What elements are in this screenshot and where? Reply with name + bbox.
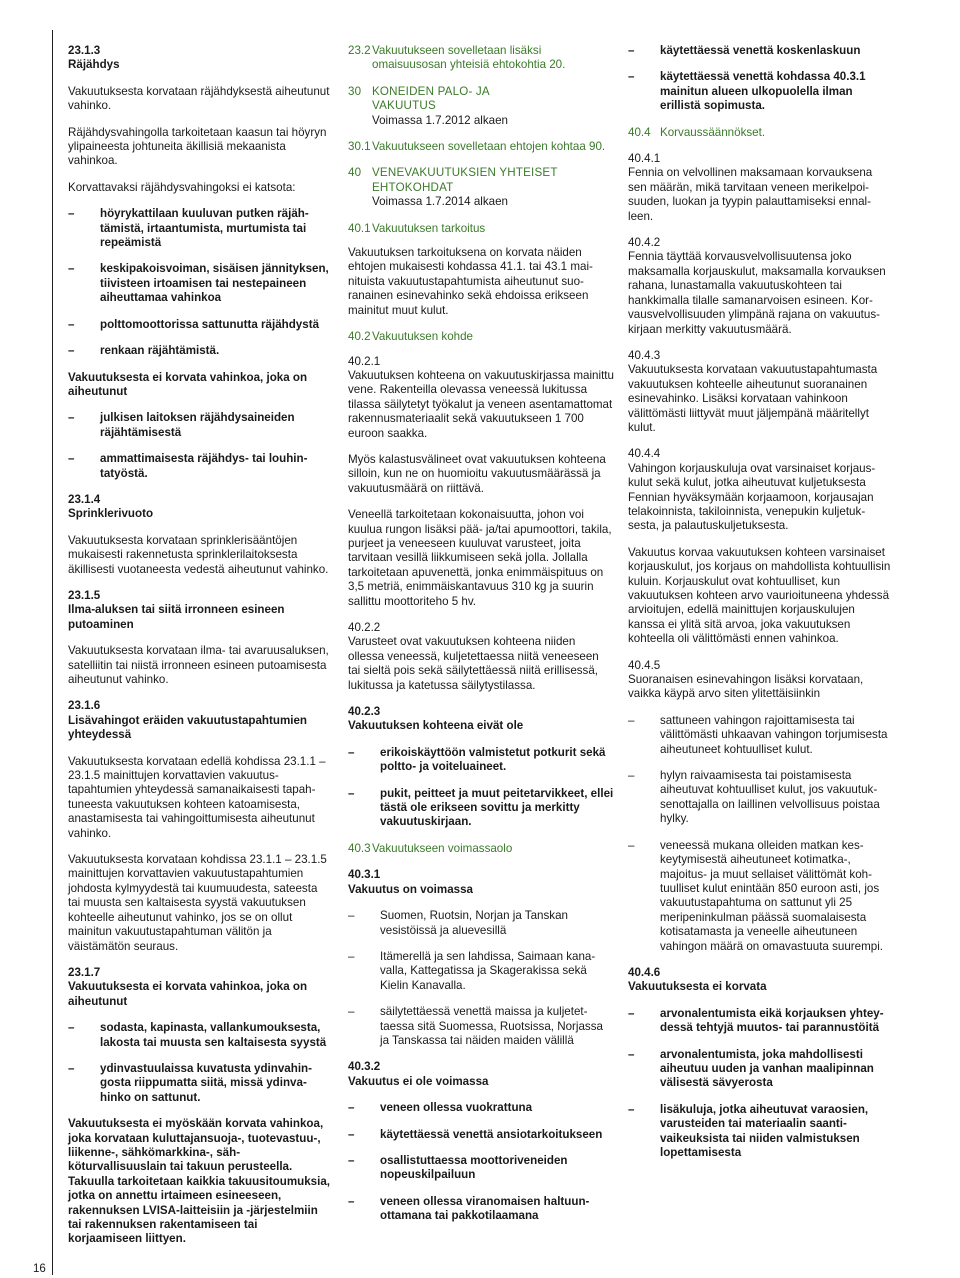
subsection-number: 40.4.5 bbox=[628, 658, 661, 672]
section-number: 23.1.6 bbox=[68, 699, 101, 713]
paragraph: Vakuutuksesta korvataan edellä kohdissa 23.1.1 – 23.1.5 mainittujen korvattavien vakuutustapahtumien yhteydessä samanaikaisesti tapahtuneesta vakuutuksen kohteen katoamisesta, anastamisesta tai vahingoittumisesta aiheutunut vahinko. bbox=[68, 754, 326, 840]
section-number: 23.1.5 bbox=[68, 588, 101, 602]
column-1 bbox=[68, 44, 332, 1259]
margin-rule bbox=[52, 30, 53, 1275]
list-item: – ammattimaisesta räjähdys- tai louhintatyöstä. bbox=[68, 452, 308, 480]
heading-title: Vakuutukseen voimassaolo bbox=[372, 841, 513, 855]
subsection-title: Vakuutuksesta ei korvata bbox=[628, 980, 767, 994]
paragraph: Vakuutuksesta korvataan vakuutustapahtumasta vakuutuksen kohteelle aiheutunut suoranainen esinevahinko. Lisäksi korvataan vahinkoon välittömästi liittyvät muut jäljempänä määritellyt kulut. bbox=[628, 363, 878, 434]
paragraph: Vakuutuksesta ei korvata vahinkoa, joka on aiheutunut bbox=[68, 370, 308, 398]
list-item: – käytettäessä venettä ansiotarkoitukseen bbox=[348, 1127, 603, 1141]
list-item: – hylyn raivaamisesta tai poistamisesta aiheutuvat kohtuulliset kulut, jos vakuutuksenottajalla on laillinen velvollisuus poistaa hylky. bbox=[628, 769, 880, 826]
subsection-number: 40.3.2 bbox=[348, 1060, 381, 1074]
heading-number: 30.1 bbox=[348, 140, 371, 154]
heading-title: Vakuutukseen sovelletaan ehtojen kohtaa 90. bbox=[372, 140, 606, 154]
list-item: – käytettäessä venettä koskenlaskuun bbox=[628, 44, 861, 57]
subsection-number: 40.4.6 bbox=[628, 965, 661, 979]
list-item: – höyrykattilaan kuuluvan putken räjähtämistä, irtaantumista, murtumista tai repeämistä bbox=[68, 207, 309, 250]
heading-number: 40 bbox=[348, 166, 362, 180]
list-item: – erikoiskäyttöön valmistetut potkurit sekä poltto- ja voiteluaineet. bbox=[348, 745, 606, 774]
column-3 bbox=[628, 44, 892, 1172]
heading-number: 23.2 bbox=[348, 44, 371, 57]
list-item: – arvonalentumista, joka mahdollisesti aiheutuu uuden ja vanhan maalipinnan välisestä sävyerosta bbox=[628, 1047, 874, 1090]
section-title: Lisävahingot eräiden vakuutustapahtumien yhteydessä bbox=[68, 713, 308, 742]
paragraph: Räjähdysvahingolla tarkoitetaan kaasun tai höyryn ylipaineesta johtuneita äkillisiä mekaanista vahinkoa. bbox=[68, 125, 327, 168]
subsection-title: Vakuutuksen kohteena eivät ole bbox=[348, 719, 524, 733]
heading-block bbox=[348, 222, 614, 236]
paragraph: Vahingon korjauskuluja ovat varsinaiset korjauskulut sekä kulut, jotka aiheutuvat kuljetuksesta Fennian hyväksymään korjaamoon, korjausajan telakoinnista, takiloinnista, venepukin kuljetuksesta, ja palautuskuljetuksesta. bbox=[628, 461, 876, 533]
list-item: – polttomoottorissa sattunutta räjähdystä bbox=[68, 317, 320, 331]
heading-block bbox=[628, 126, 892, 140]
paragraph: Vakuutuksesta korvataan ilma- tai avaruusaluksen, satelliitin tai niistä irronneen esineen putoamisesta aiheutunut vahinko. bbox=[68, 644, 329, 686]
subsection-number: 40.4.3 bbox=[628, 348, 661, 362]
paragraph: Vakuutuksesta ei myöskään korvata vahinkoa, joka korvataan kuluttajansuoja-, tuotevastuu-, liikenne-, sähkömarkkina-, sähköturvallisuuslain tai takuun perusteella. Takuulla tarkoitetaan kaikkia takuusitoumuksia, jotka on annettu irtaimeen esineeseen, rakennuksen LVISA-laitteisiin ja -järjestelmiin tai rakennuksen rakentamiseen tai korjaamiseen liittyen. bbox=[68, 1117, 331, 1246]
list-item: – osallistuttaessa moottoriveneiden nopeuskilpailuun bbox=[348, 1153, 568, 1182]
section-title: Räjähdys bbox=[68, 58, 120, 72]
heading-number: 40.2 bbox=[348, 330, 371, 344]
list-item: – ydinvastuulaissa kuvatusta ydinvahingosta riippumatta siitä, missä ydinvahinko on sattunut. bbox=[68, 1061, 312, 1104]
list-item: – Itämerellä ja sen lahdissa, Saimaan kanavalla, Kattegatissa ja Skagerakissa sekä Kielin Kanavalla. bbox=[348, 949, 596, 992]
subsection-number: 40.4.4 bbox=[628, 447, 661, 461]
paragraph: Vakuutuksen kohteena on vakuutuskirjassa mainittu vene. Rakenteilla olevassa veneessä lukitussa tilassa säilytetyt työkalut ja veneen asentamattomat rakennusmateriaalit sekä vakuutukseen 1 700 euroon saakka. bbox=[348, 368, 614, 440]
heading-title: Korvaussäännökset. bbox=[660, 125, 766, 139]
heading-block bbox=[348, 842, 614, 856]
paragraph: Vakuutuksen tarkoituksena on korvata näiden ehtojen mukaisesti kohdassa 41.1. tai 43.1 mainituista vakuutustapahtumista aiheutunut suoranainen esinevahinko sekä ehdoissa erikseen mainitut muut kulut. bbox=[348, 246, 593, 317]
heading-block bbox=[348, 330, 614, 344]
heading-date: Voimassa 1.7.2012 alkaen bbox=[372, 113, 508, 127]
section-number: 23.1.7 bbox=[68, 965, 101, 979]
list-item: – julkisen laitoksen räjähdysaineiden räjähtämisestä bbox=[68, 411, 295, 439]
list-item: – sattuneen vahingon rajoittamisesta tai välittömästi uhkaavan vahingon torjumisesta aiheutuneet kohtuulliset kulut. bbox=[628, 713, 888, 756]
section-title: Sprinklerivuoto bbox=[68, 507, 154, 521]
section-number: 23.1.4 bbox=[68, 492, 101, 506]
paragraph: Myös kalastusvälineet ovat vakuutuksen kohteena silloin, kun ne on huomioitu vakuutusmäärässä ja vakuutusmäärä on riittävä. bbox=[348, 452, 606, 495]
paragraph: Korvattavaksi räjähdysvahingoksi ei katsota: bbox=[68, 180, 296, 194]
heading-title: KONEIDEN PALO- JA VAKUUTUS bbox=[372, 84, 490, 113]
list-item: – keskipakoisvoiman, sisäisen jännityksen, tiivisteen irtoamisen tai nestepaineen aiheuttamaa vahinkoa bbox=[68, 262, 329, 305]
column-2 bbox=[348, 44, 614, 1236]
heading-block bbox=[348, 85, 614, 128]
list-item: – veneessä mukana olleiden matkan keskeytymisestä aiheutuneet kotimatka-, majoitus- ja muut sellaiset välittömät kohtuulliset kulut enintään 850 euroon asti, jos vakuutustapahtuma on sattunut yli 25 meripeninkulman päässä suomalaisesta kotisatamasta ja veneelle aiheutuneen vahingon määrä on omavastuuta suurempi. bbox=[628, 838, 883, 953]
paragraph: Varusteet ovat vakuutuksen kohteena niiden ollessa veneessä, kuljetettaessa niitä veneeseen tai sieltä pois sekä säilytettäessä niitä erillisessä, lukitussa ja katetussa säilytystilassa. bbox=[348, 635, 599, 692]
paragraph: Fennia on velvollinen maksamaan korvauksena sen määrän, mikä tarvitaan veneen merikelpoisuuden, luokan ja tyypin palauttamiseksi ennalleen. bbox=[628, 166, 873, 223]
heading-number: 40.3 bbox=[348, 841, 371, 855]
paragraph: Vakuutuksesta korvataan sprinklerisääntöjen mukaisesti rakennetusta sprinklerilaitoksesta äkillisesti vuotaneesta vedestä aiheutunut vahinko. bbox=[68, 533, 329, 576]
subsection-title: Vakuutus on voimassa bbox=[348, 882, 474, 896]
list-item: – arvonalentumista eikä korjauksen yhteydessä tehtyjä muutos- tai parannustöitä bbox=[628, 1006, 884, 1035]
paragraph: Vakuutuksesta korvataan räjähdyksestä aiheutunut vahinko. bbox=[68, 84, 330, 113]
subsection-title: Vakuutus ei ole voimassa bbox=[348, 1074, 489, 1088]
paragraph: Fennia täyttää korvausvelvollisuutensa joko maksamalla korjauskulut, maksamalla korvauksen rahana, lunastamalla vakuutuskohteen tai hankkimalla tilalle samanarvoisen esineen. Korvausvelvollisuuden ylimpänä rajana on vakuutuskirjaan merkitty vakuutusmäärä. bbox=[628, 250, 886, 336]
list-item: – renkaan räjähtämistä. bbox=[68, 344, 220, 358]
heading-number: 40.1 bbox=[348, 221, 371, 235]
list-item: – Suomen, Ruotsin, Norjan ja Tanskan vesistöissä ja aluevesillä bbox=[348, 909, 568, 937]
section-title: Ilma-aluksen tai siitä irronneen esineen putoaminen bbox=[68, 603, 285, 631]
list-item: – säilytettäessä venettä maissa ja kuljetettaessa sitä Suomessa, Ruotsissa, Norjassa ja Tanskassa tai näiden maiden välillä bbox=[348, 1005, 603, 1047]
page-number: 16 bbox=[33, 1263, 46, 1275]
heading-block bbox=[348, 44, 614, 73]
heading-title: VENEVAKUUTUKSIEN YHTEISET EHTOKOHDAT bbox=[372, 166, 558, 194]
heading-block bbox=[348, 166, 614, 209]
list-item: – pukit, peitteet ja muut peitetarvikkeet, ellei tästä ole erikseen sovittu ja merkitty vakuutuskirjaan. bbox=[348, 786, 614, 829]
paragraph: Vakuutuksesta korvataan kohdissa 23.1.1 – 23.1.5 mainittujen korvattavien vakuutustapahtumien johdosta kylmyydestä tai kuumuudesta, sateesta tai muusta sen kaltaisesta syystä vakuutuksen kohteelle aiheutunut vahinko, jos se on ollut mainitun vakuutustapahtuman välitön ja väistämätön seuraus. bbox=[68, 853, 327, 953]
section-number: 23.1.3 bbox=[68, 44, 101, 57]
heading-title: Vakuutukseen sovelletaan lisäksi omaisuusosan yhteisiä ehtokohtia 20. bbox=[372, 44, 566, 72]
list-item: – käytettäessä venettä kohdassa 40.3.1 mainitun alueen ulkopuolella ilman erillistä sopimusta. bbox=[628, 70, 866, 113]
paragraph: Suoranaisen esinevahingon lisäksi korvataan, vaikka käypä arvo siten ylitettäisiinkin bbox=[628, 673, 864, 701]
subsection-number: 40.4.1 bbox=[628, 152, 661, 166]
list-item: – sodasta, kapinasta, vallankumouksesta, lakosta tai muusta sen kaltaisesta syystä bbox=[68, 1021, 327, 1049]
paragraph: Vakuutus korvaa vakuutuksen kohteen varsinaiset korjauskulut, jos korjaus on mahdollista kohtuullisin kuluin. Korjauskulut ovat kohtuulliset, kun vakuutuksen kohteen arvo vaurioituneena yhdessä arvioitujen, edellä mainittujen korjauskulujen kanssa ei ylitä sitä arvoa, joka vakuutuksen kohteella oli välittömästi ennen vahinkoa. bbox=[628, 545, 891, 646]
section-title: Vakuutuksesta ei korvata vahinkoa, joka on aiheutunut bbox=[68, 980, 308, 1008]
list-item: – lisäkuluja, jotka aiheutuvat varaosien, varusteiden tai materiaalin saantivaikeuksista tai niiden valmistuksen lopettamisesta bbox=[628, 1102, 869, 1159]
subsection-number: 40.2.1 bbox=[348, 354, 381, 368]
subsection-number: 40.2.3 bbox=[348, 705, 381, 719]
heading-number: 30 bbox=[348, 84, 362, 98]
heading-number: 40.4 bbox=[628, 125, 651, 139]
list-item: – veneen ollessa vuokrattuna bbox=[348, 1101, 533, 1115]
heading-block bbox=[348, 140, 614, 154]
paragraph: Veneellä tarkoitetaan kokonaisuutta, johon voi kuulua rungon lisäksi pää- ja/tai apumoottori, takila, purjeet ja veneeseen kuuluvat varusteet, joita tarvitaan vesillä liikkumiseen sekä jolla. Jollalla tarkoitetaan apuvenettä, jonka enimmäispituus on 3,5 metriä, enimmäiskantavuus 310 kg ja suurin sallittu moottoriteho 5 hv. bbox=[348, 508, 612, 608]
subsection-number: 40.2.2 bbox=[348, 621, 381, 634]
subsection-number: 40.3.1 bbox=[348, 868, 381, 882]
heading-title: Vakuutuksen tarkoitus bbox=[372, 221, 486, 235]
list-item: – veneen ollessa viranomaisen haltuunottamana tai pakkotilaamana bbox=[348, 1194, 590, 1223]
subsection-number: 40.4.2 bbox=[628, 236, 661, 250]
heading-title: Vakuutuksen kohde bbox=[372, 330, 473, 344]
heading-date: Voimassa 1.7.2014 alkaen bbox=[372, 195, 508, 209]
